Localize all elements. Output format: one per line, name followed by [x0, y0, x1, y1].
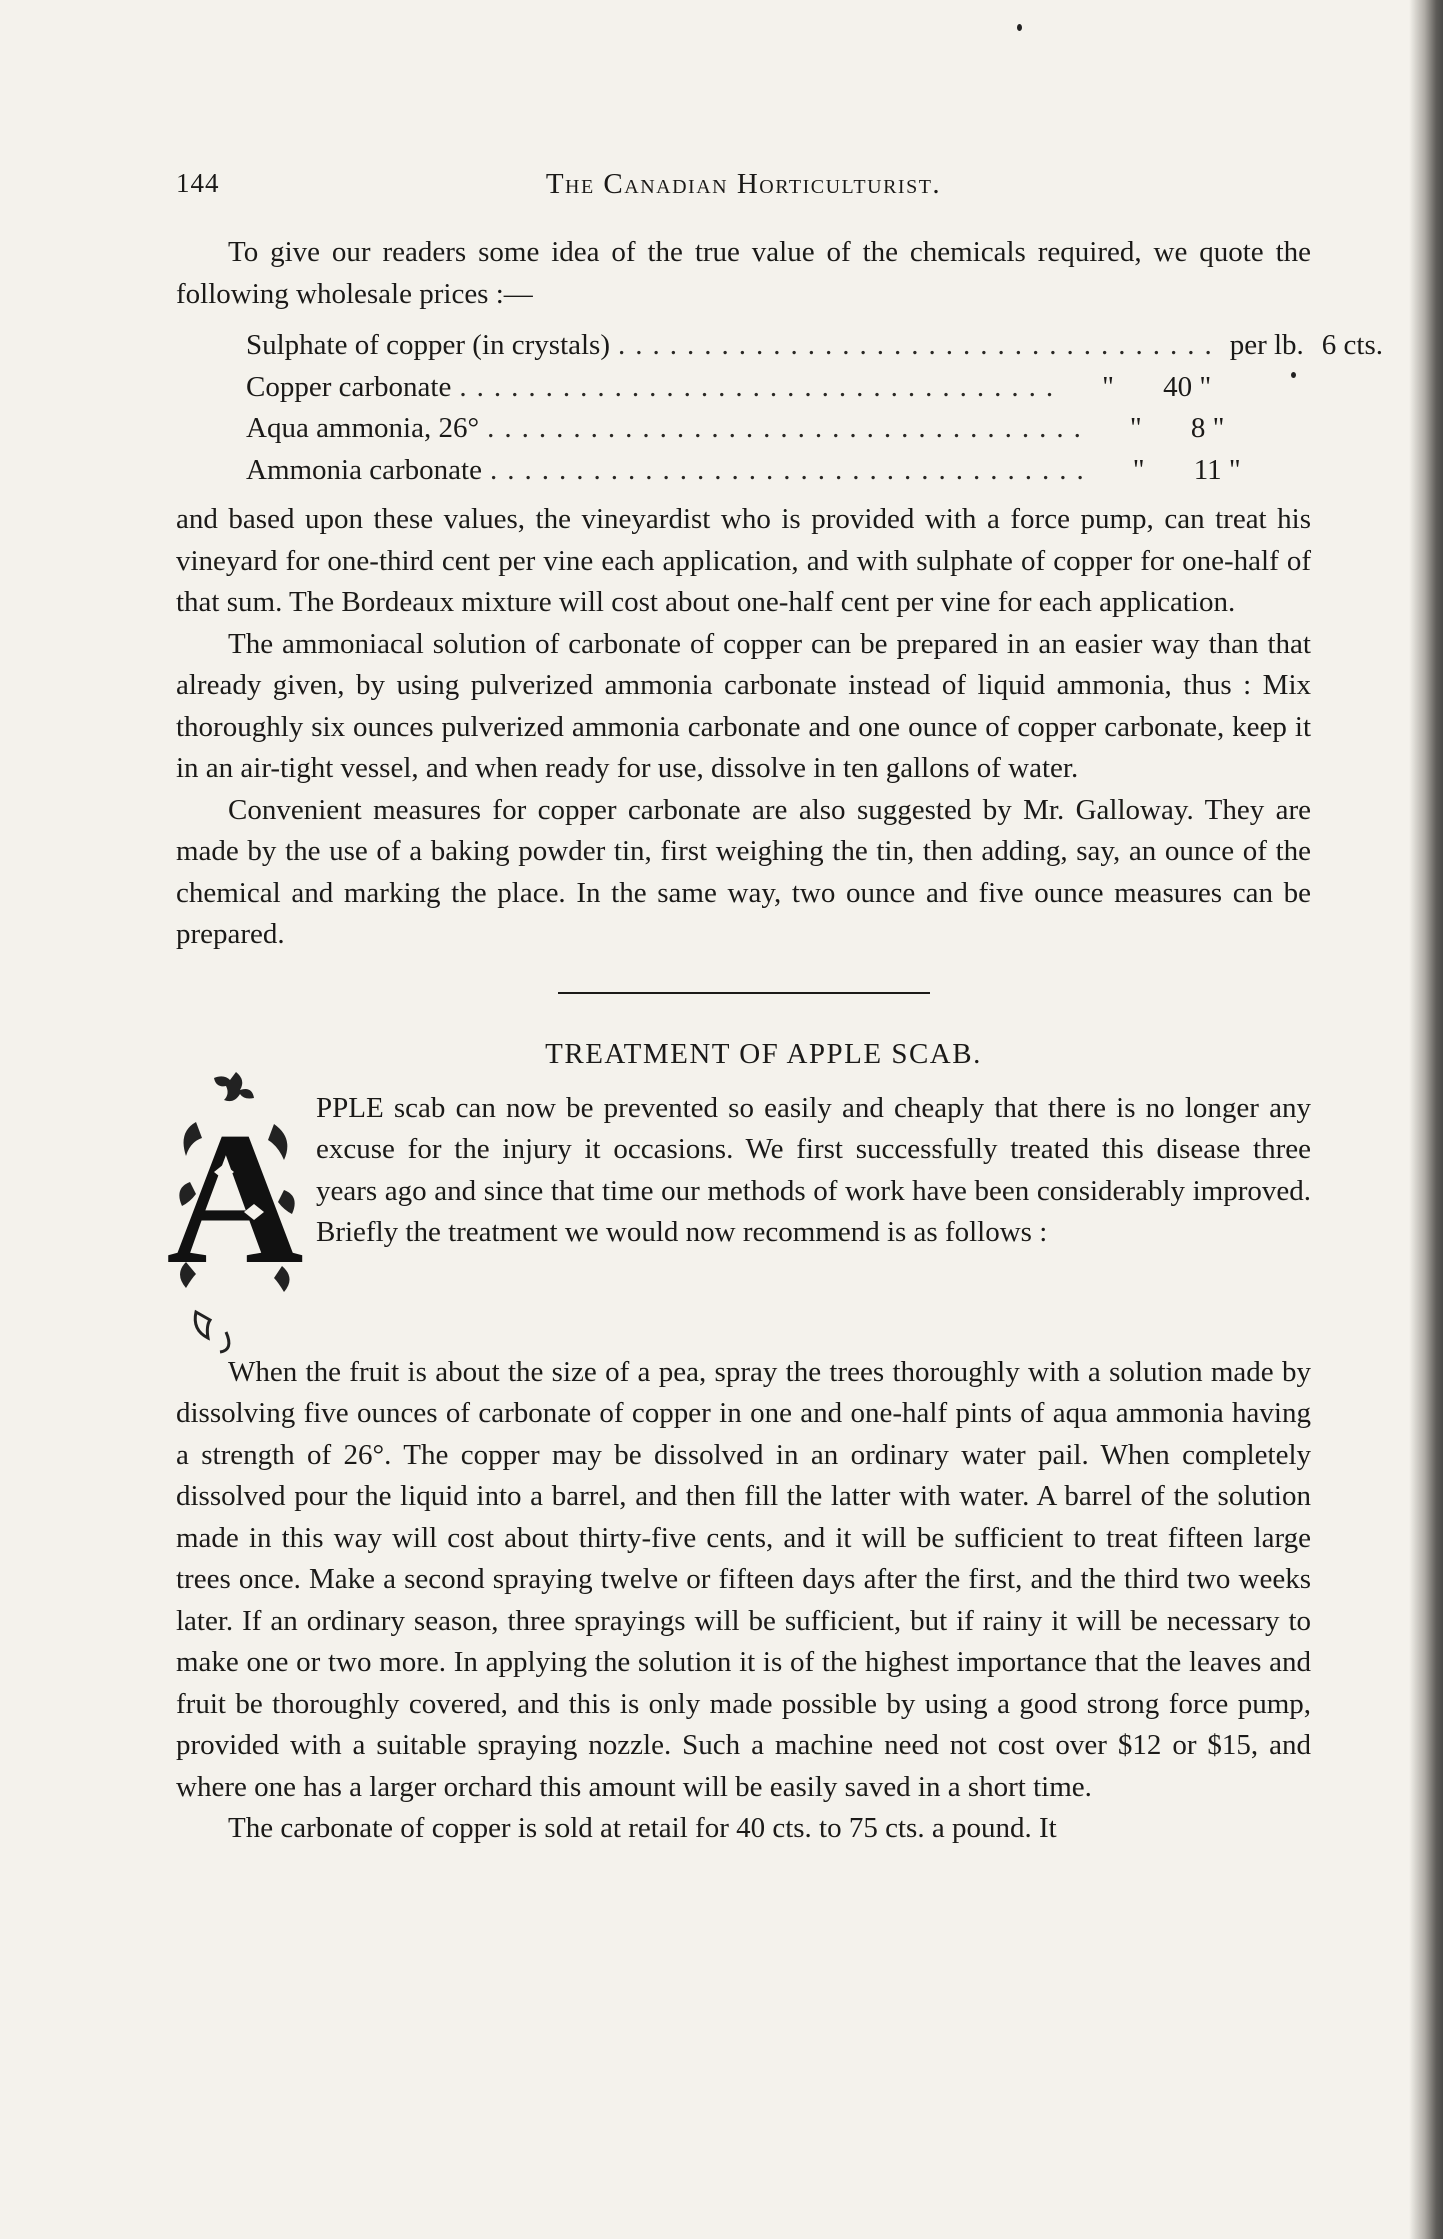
price-item: Ammonia carbonate — [246, 453, 482, 486]
paragraph-intro: To give our readers some idea of the true value of the chemicals required, we quote the following wholesale prices :— — [176, 236, 1311, 310]
price-unit: " — [1132, 453, 1145, 486]
price-item: Sulphate of copper (in crystals) — [246, 329, 611, 361]
price-item: Aqua ammonia, 26° — [246, 412, 480, 444]
leader-dots: ................................... — [459, 370, 1064, 403]
price-list — [246, 325, 1383, 491]
price-amount: 6 cts. — [1321, 329, 1383, 361]
running-head — [176, 168, 1311, 208]
price-row — [246, 367, 1256, 409]
scab-intro-text: PPLE scab can now be prevented so easily and cheaply that there is no longer any excuse for the injury it occasions. We first successfully treated this disease three years ago and since that time our methods of work have been considerably improved. Briefly the treatment we would now recommend is as follows : — [316, 1091, 1311, 1248]
price-unit: " — [1102, 370, 1114, 403]
page-number: 144 — [176, 168, 220, 198]
price-row — [246, 325, 1383, 367]
initial-letter: A — [166, 1093, 304, 1304]
price-row — [246, 408, 1256, 450]
leader-dots: ................................... — [489, 453, 1094, 486]
paragraph-scab-intro — [166, 1088, 1311, 1304]
paragraph-measures: Convenient measures for copper carbonate are also suggested by Mr. Galloway. They are made by the use of a baking powder tin, first weighing the tin, then adding, say, an ounce of the chemical and marking the place. In the same way, two ounce and five ounce measures can be prepared. — [176, 793, 1311, 950]
price-amount: 8 " — [1190, 412, 1225, 444]
text-column — [166, 232, 1383, 1850]
section-divider — [558, 992, 930, 994]
price-unit: " — [1129, 412, 1142, 444]
ink-speck — [1017, 24, 1022, 31]
ornamental-initial-icon — [166, 1062, 304, 1352]
price-row — [246, 450, 1256, 492]
leader-dots: ................................... — [487, 412, 1091, 444]
price-unit: per lb. — [1229, 329, 1304, 361]
paragraph-retail: The carbonate of copper is sold at retail for 40 cts. to 75 cts. a pound. It — [228, 1812, 1057, 1844]
paragraph-values: and based upon these values, the vineyardist who is provided with a force pump, can treat his vineyard for one-third cent per vine each application, and with sulphate of copper for one-half of that sum. The Bordeaux mixture will cost about one-half cent per vine for each application. — [176, 503, 1311, 618]
price-item: Copper carbonate — [246, 370, 452, 403]
leader-dots: ................................... — [618, 329, 1222, 361]
section-heading: TREATMENT OF APPLE SCAB. — [545, 1037, 982, 1070]
journal-title: The Canadian Horticulturist. — [545, 168, 942, 200]
decorated-initial — [166, 1062, 304, 1352]
price-amount: 11 " — [1193, 453, 1241, 486]
price-amount: 40 " — [1163, 370, 1212, 403]
paragraph-ammoniacal: The ammoniacal solution of carbonate of copper can be prepared in an easier way than that already given, by using pulverized ammonia carbonate instead of liquid ammonia, thus : Mix thoroughly six ounces pulverized ammonia carbonate and one ounce of copper carbonate, keep it in an air-tight vessel, and when ready for use, dissolve in ten gallons of water. — [176, 627, 1311, 784]
paragraph-treatment: When the fruit is about the size of a pea, spray the trees thoroughly with a solution made by dissolving five ounces of carbonate of copper in one and one-half pints of aqua ammonia having a strength of 26°. The copper may be dissolved in an ordinary water pail. When completely dissolved pour the liquid into a barrel, and then fill the latter with water. A barrel of the solution made in this way will cost about thirty-five cents, and it will be sufficient to treat fifteen large trees once. Make a second spraying twelve or fifteen days after the first, and the third two weeks later. If an ordinary season, three sprayings will be sufficient, but if rainy it will be necessary to make one or two more. In applying the solution it is of the highest importance that the leaves and fruit be thoroughly covered, and this is only made possible by using a good strong force pump, provided with a suitable spraying nozzle. Such a machine need not cost over $12 or $15, and where one has a larger orchard this amount will be easily saved in a short time. — [176, 1355, 1311, 1803]
